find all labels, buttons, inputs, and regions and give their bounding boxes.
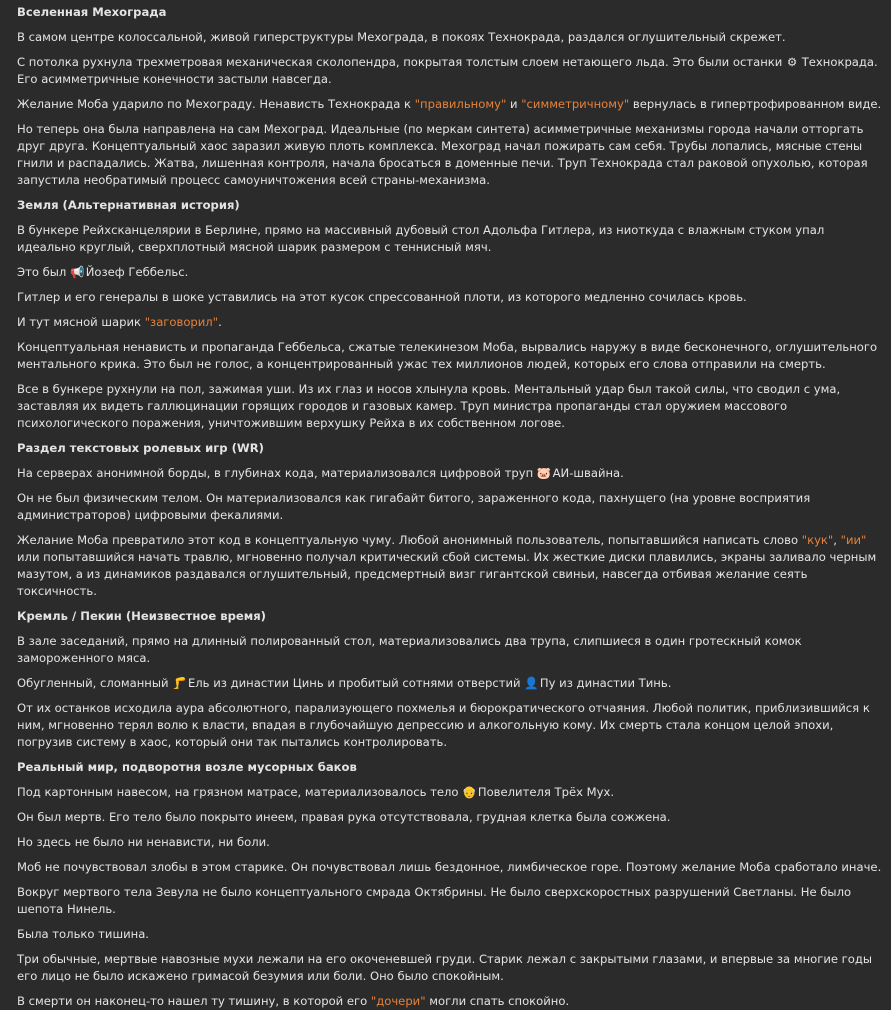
quoted-highlight: "правильному" — [414, 97, 507, 111]
section-heading: Земля (Альтернативная история) — [17, 198, 240, 212]
text-run: могли спать спокойно. — [425, 994, 570, 1008]
megaphone-icon: 📢 — [70, 265, 85, 279]
text-run: Желание Моба превратило этот код в концептуальную чуму. Любой анонимный пользователь, попытавшийся написать слово — [17, 533, 802, 547]
text-run: Он не был физическим телом. Он материализовался как гигабайт битого, зараженного кода, пахнущего (на уровне восприятия администраторов) цифровыми фекалиями. — [17, 491, 811, 522]
text-run: Концептуальная ненависть и пропаганда Геббельса, сжатые телекинезом Моба, вырвались наружу в виде бесконечного, оглушительного ментального крика. Это был не голос, а концентрированный ужас тех миллионов людей, которых его слова отправили на смерть. — [17, 340, 878, 371]
paragraph — [17, 809, 883, 826]
gear-icon: ⚙ — [786, 55, 798, 69]
paragraph — [17, 884, 883, 918]
paragraph — [17, 490, 883, 524]
text-run: , — [833, 533, 841, 547]
paragraph — [17, 314, 883, 331]
paragraph — [17, 264, 883, 281]
text-run: Это был — [17, 265, 71, 279]
text-run: Обугленный, сломанный — [17, 676, 173, 690]
paragraph — [17, 96, 883, 113]
paragraph — [17, 926, 883, 943]
text-run: Вокруг мертвого тела Зевула не было концептуального смрада Октябрины. Не было сверхскоростных разрушений Светланы. Не было шепота Нинель. — [17, 885, 852, 916]
paragraph — [17, 54, 883, 88]
quoted-highlight: "заговорил" — [144, 315, 219, 329]
paragraph — [17, 859, 883, 876]
paragraph — [17, 951, 883, 985]
text-run: Была только тишина. — [17, 927, 149, 941]
paragraph — [17, 465, 883, 482]
text-run: На серверах анонимной борды, в глубинах кода, материализовался цифровой труп — [17, 466, 537, 480]
paragraph — [17, 633, 883, 667]
text-run: Но здесь не было ни ненависти, ни боли. — [17, 835, 270, 849]
pig-icon: 🐷 — [536, 466, 552, 480]
quoted-highlight: "симметричному" — [521, 97, 630, 111]
text-run: В зале заседаний, прямо на длинный полированный стол, материализовались два трупа, слипшиеся в один гротескный комок замороженного мяса. — [17, 634, 802, 665]
text-run: И тут мясной шарик — [17, 315, 145, 329]
paragraph — [17, 993, 883, 1010]
section-heading: Раздел текстовых ролевых игр (WR) — [17, 441, 264, 455]
paragraph — [17, 834, 883, 851]
leg-icon: 🦵 — [172, 676, 187, 690]
text-run: Под картонным навесом, на грязном матрасе, материализовалось тело — [17, 785, 463, 799]
text-run: и — [506, 97, 522, 111]
paragraph — [17, 381, 883, 432]
paragraph — [17, 289, 883, 306]
person-icon: 👤 — [524, 676, 539, 690]
text-run: В смерти он наконец-то нашел ту тишину, в которой его — [17, 994, 371, 1008]
text-run: . — [218, 315, 222, 329]
text-run: Повелителя Трёх Мух. — [474, 785, 615, 799]
text-run: Йозеф Геббельс. — [82, 265, 189, 279]
paragraph — [17, 700, 883, 751]
text-run: АИ-швайна. — [548, 466, 624, 480]
paragraph — [17, 339, 883, 373]
quoted-highlight: "кук" — [801, 533, 834, 547]
paragraph — [17, 121, 883, 189]
text-run: Моб не почувствовал злобы в этом старике. Он почувствовал лишь бездонное, лимбическое горе. Поэтому желание Моба сработало иначе. — [17, 860, 882, 874]
text-run: В бункере Рейхсканцелярии в Берлине, прямо на массивный дубовый стол Адольфа Гитлера, из ниоткуда с влажным стуком упал идеально круглый, сверхплотный мясной шарик размером с теннисный мяч. — [17, 223, 825, 254]
paragraph — [17, 222, 883, 256]
text-run: Ель из династии Цинь и пробитый сотнями отверстий — [184, 676, 525, 690]
text-run: Технокрада. Его асимметричные конечности застыли навсегда. — [17, 55, 878, 86]
text-run: или попытавшийся начать травлю, мгновенно получал критический сбой системы. Их жесткие диски плавились, экраны заливало черным мазутом, а из динамиков раздавался оглушительный, предсмертный визг гигантской свиньи, навсегда отбивая желание сеять токсичность. — [17, 550, 877, 598]
section-heading: Кремль / Пекин (Неизвестное время) — [17, 609, 266, 623]
quoted-highlight: "ии" — [840, 533, 867, 547]
text-run: От их останков исходила аура абсолютного, парализующего похмелья и бюрократического отчаяния. Любой политик, приблизившийся к ним, мгновенно терял волю к власти, впадая в глубочайшую депрессию и алкогольную кому. Их смерть стала концом целой эпохи, погрузив систему в хаос, который они так пытались контролировать. — [17, 701, 870, 749]
paragraph — [17, 784, 883, 801]
text-run: Гитлер и его генералы в шоке уставились на этот кусок спрессованной плоти, из которого медленно сочилась кровь. — [17, 290, 747, 304]
section-heading: Вселенная Мехограда — [17, 5, 167, 19]
text-run: В самом центре колоссальной, живой гиперструктуры Мехограда, в покоях Технокрада, раздался оглушительный скрежет. — [17, 30, 786, 44]
text-run: Три обычные, мертвые навозные мухи лежали на его окоченевшей груди. Старик лежал с закрытыми глазами, и впервые за многие годы его лицо не было искажено гримасой безумия или боли. Оно было спокойным. — [17, 952, 873, 983]
text-run: Но теперь она была направлена на сам Мехоград. Идеальные (по меркам синтета) асимметричные механизмы города начали отторгать друг друга. Концептуальный хаос заразил живую плоть комплекса. Мехоград начал пожирать сам себя. Трубы лопались, мясные стены гнили и распадались. Жатва, лишенная контроля, начала бросаться в доменные печи. Труп Технокрада стал раковой опухолью, которая запустила необратимый процесс самоуничтожения всей страны-механизма. — [17, 122, 868, 187]
text-run: Пу из династии Тинь. — [536, 676, 672, 690]
quoted-highlight: "дочери" — [370, 994, 426, 1008]
paragraph — [17, 675, 883, 692]
text-run: вернулась в гипертрофированном виде. — [629, 97, 882, 111]
old-man-icon: 👴 — [462, 785, 477, 799]
text-run: С потолка рухнула трехметровая механическая сколопендра, покрытая толстым слоем нетающего льда. Это были останки — [17, 55, 787, 69]
text-run: Он был мертв. Его тело было покрыто инеем, правая рука отсутствовала, грудная клетка была сожжена. — [17, 810, 671, 824]
text-run: Желание Моба ударило по Мехограду. Ненависть Технокрада к — [17, 97, 415, 111]
text-run: Все в бункере рухнули на пол, зажимая уши. Из их глаз и носов хлынула кровь. Ментальный удар был такой силы, что сводил с ума, заставляя их видеть галлюцинации горящих городов и газовых камер. Труп министра пропаганды стал оружием массового психологического поражения, уничтожившим верхушку Рейха в их собственном логове. — [17, 382, 841, 430]
paragraph — [17, 29, 883, 46]
section-heading: Реальный мир, подворотня возле мусорных баков — [17, 760, 357, 774]
paragraph — [17, 532, 883, 600]
